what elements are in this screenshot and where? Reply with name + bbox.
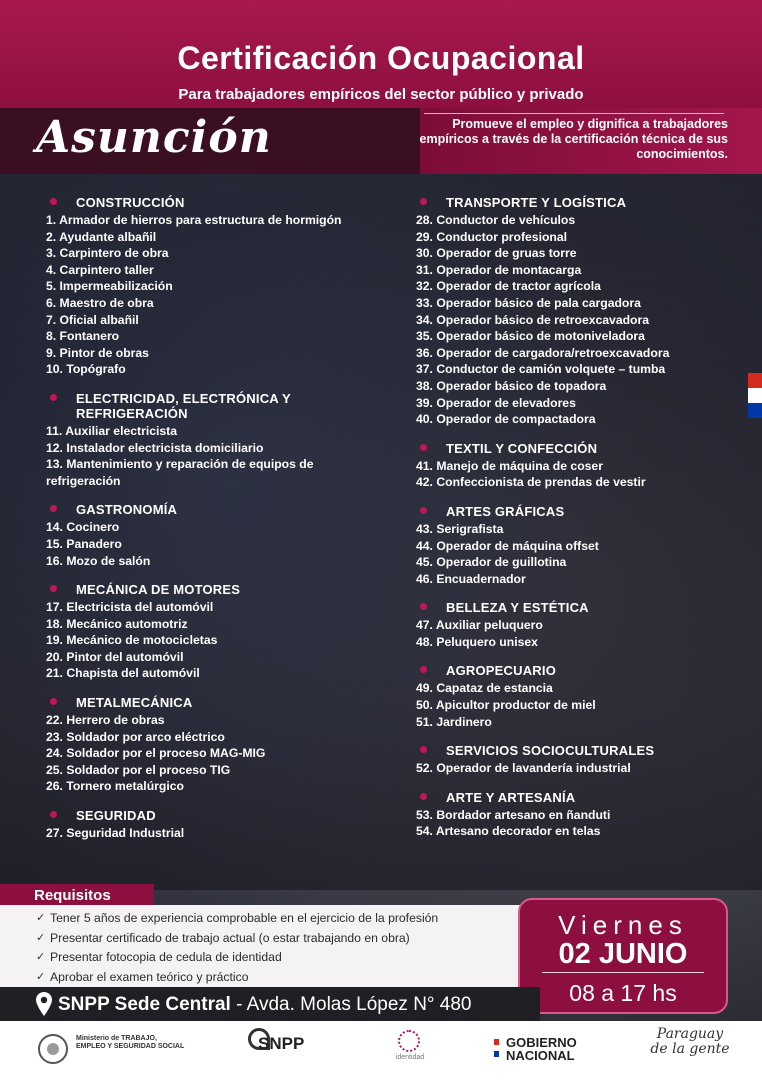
left-category-column [46, 195, 376, 855]
category-block [46, 195, 376, 378]
occupation-item: 49. Capataz de estancia [416, 681, 553, 696]
category-block [416, 663, 746, 730]
bullet-dot-icon [420, 603, 427, 610]
bullet-dot-icon [420, 198, 427, 205]
gobierno-text [506, 1036, 577, 1062]
requirement-item [36, 968, 516, 988]
occupation-item: 39. Operador de elevadores [416, 395, 576, 410]
location-pin-icon [36, 992, 52, 1016]
category-block [46, 582, 376, 682]
bullet-dot-icon [420, 793, 427, 800]
bullet-dot-icon [50, 585, 57, 592]
event-date: 02 JUNIO [558, 938, 688, 970]
snpp-logo [248, 1028, 318, 1068]
occupation-item: 23. Soldador por arco eléctrico [46, 729, 225, 744]
category-title [416, 663, 746, 678]
occupation-item: 13. Mantenimiento y reparación de equipos de refrigeración [46, 457, 314, 488]
occupation-item: 45. Operador de guillotina [416, 555, 567, 570]
flag-blue-stripe [748, 403, 762, 418]
occupation-item: 20. Pintor del automóvil [46, 649, 184, 664]
category-title-text: ARTE Y ARTESANÍA [446, 789, 576, 805]
ministerio-text: Ministerio de TRABAJO, EMPLEO Y SEGURIDAD SOCIAL [76, 1035, 185, 1050]
slogan-line-1: Paraguay [656, 1026, 724, 1042]
occupation-item: 46. Encuadernador [416, 571, 526, 586]
requirement-item [36, 909, 516, 929]
gob-flag-icon [494, 1039, 499, 1057]
category-title-text: TRANSPORTE Y LOGÍSTICA [446, 195, 627, 210]
category-block [46, 695, 376, 795]
requirement-text: Aprobar el examen teórico y práctico [50, 969, 249, 984]
occupation-item: 44. Operador de máquina offset [416, 538, 599, 553]
occupation-item: 7. Oficial albañil [46, 312, 139, 327]
category-title-text: CONSTRUCCIÓN [76, 195, 185, 210]
identidad-logo [390, 1030, 430, 1066]
occupation-item: 25. Soldador por el proceso TIG [46, 762, 231, 777]
category-title-text: MECÁNICA DE MOTORES [76, 582, 241, 598]
page-subtitle: Para trabajadores empíricos del sector público y privado [178, 86, 584, 103]
requirement-item [36, 948, 516, 968]
occupation-item: 3. Carpintero de obra [46, 246, 169, 261]
requirements-list [36, 909, 516, 987]
gobierno-line-1: GOBIERNO [506, 1035, 577, 1050]
flag-red-stripe [748, 373, 762, 388]
gobierno-line-2: NACIONAL [506, 1048, 575, 1063]
category-title-text: TEXTIL Y CONFECCIÓN [446, 440, 598, 456]
bullet-dot-icon [50, 505, 57, 512]
occupation-item: 24. Soldador por el proceso MAG-MIG [46, 746, 266, 761]
category-block [416, 441, 746, 491]
check-icon: ✓ [36, 951, 46, 963]
occupation-item: 50. Apicultor productor de miel [416, 698, 596, 713]
occupation-item: 35. Operador básico de motoniveladora [416, 329, 645, 344]
occupation-item: 8. Fontanero [46, 329, 120, 344]
occupation-item: 42. Confeccionista de prendas de vestir [416, 475, 646, 490]
occupation-item: 14. Cocinero [46, 520, 120, 535]
occupation-item: 54. Artesano decorador en telas [416, 824, 601, 839]
occupation-item: 11. Auxiliar electricista [46, 423, 177, 438]
occupation-item: 30. Operador de gruas torre [416, 246, 577, 261]
occupation-item: 18. Mecánico automotriz [46, 616, 188, 631]
occupation-item: 37. Conductor de camión volquete – tumba [416, 362, 666, 377]
occupation-item: 21. Chapista del automóvil [46, 666, 200, 681]
promo-text: Promueve el empleo y dignifica a trabajadores empíricos a través de la certificación técnica de sus conocimientos. [419, 117, 728, 161]
flag-icon [748, 373, 762, 418]
bullet-dot-icon [50, 198, 57, 205]
category-block [46, 808, 376, 842]
category-title [46, 391, 376, 421]
event-date-box [518, 898, 728, 1014]
bullet-dot-icon [420, 746, 427, 753]
occupation-item: 51. Jardinero [416, 714, 492, 729]
category-block [416, 600, 746, 650]
occupation-item: 5. Impermeabilización [46, 279, 173, 294]
occupation-item: 53. Bordador artesano en ñanduti [416, 807, 611, 822]
category-title-text: ARTES GRÁFICAS [446, 503, 565, 519]
occupation-item: 29. Conductor profesional [416, 229, 568, 244]
promo-divider [424, 113, 724, 114]
check-icon: ✓ [36, 931, 46, 944]
occupation-item: 6. Maestro de obra [46, 295, 154, 310]
location-place: SNPP Sede Central [58, 994, 231, 1015]
category-block [416, 790, 746, 840]
ministerio-seal-icon [38, 1034, 68, 1064]
ministerio-logo [38, 1032, 185, 1068]
bullet-dot-icon [420, 666, 427, 673]
occupation-item: 15. Panadero [46, 536, 122, 551]
category-title-text: ELECTRICIDAD, ELECTRÓNICA Y REFRIGERACIÓN [76, 390, 291, 421]
identidad-ring-icon [398, 1030, 420, 1052]
snpp-text: SNPP [258, 1034, 305, 1053]
requirement-text: Presentar certificado de trabajo actual (o estar trabajando en obra) [50, 930, 410, 945]
occupation-item: 4. Carpintero taller [46, 262, 154, 277]
occupation-item: 1. Armador de hierros para estructura de hormigón [46, 213, 342, 227]
occupation-item: 52. Operador de lavandería industrial [416, 761, 631, 776]
occupation-item: 27. Seguridad Industrial [46, 826, 185, 841]
occupation-item: 26. Tornero metalúrgico [46, 779, 184, 794]
requirement-item [36, 929, 516, 949]
occupation-item: 17. Electricista del automóvil [46, 600, 214, 615]
occupation-item: 33. Operador básico de pala cargadora [416, 295, 641, 310]
category-title [46, 195, 376, 210]
gobierno-nacional-logo [494, 1036, 594, 1066]
occupation-item: 40. Operador de compactadora [416, 412, 596, 427]
category-block [416, 195, 746, 428]
occupation-item: 2. Ayudante albañil [46, 229, 157, 244]
occupation-item: 38. Operador básico de topadora [416, 378, 607, 393]
bullet-dot-icon [50, 698, 57, 705]
occupation-item: 19. Mecánico de motocicletas [46, 633, 218, 648]
category-block [46, 502, 376, 569]
occupation-item: 28. Conductor de vehículos [416, 213, 576, 227]
occupation-item: 31. Operador de montacarga [416, 262, 582, 277]
event-hours: 08 a 17 hs [569, 980, 677, 1006]
occupation-item: 43. Serigrafista [416, 521, 504, 536]
category-block [416, 504, 746, 587]
occupation-item: 34. Operador básico de retroexcavadora [416, 312, 650, 327]
right-category-column [416, 195, 746, 853]
category-block [416, 743, 746, 777]
occupation-item: 36. Operador de cargadora/retroexcavadora [416, 345, 670, 360]
paraguay-de-la-gente-logo [645, 1027, 735, 1057]
category-title-text: SEGURIDAD [76, 808, 156, 824]
slogan-line-2: de la gente [650, 1041, 730, 1057]
category-title [46, 502, 376, 517]
event-day: Viernes [558, 910, 688, 940]
bullet-dot-icon [50, 394, 57, 401]
check-icon: ✓ [36, 970, 46, 983]
category-title [46, 582, 376, 597]
category-title [416, 441, 746, 456]
occupation-item: 47. Auxiliar peluquero [416, 618, 543, 633]
occupation-item: 32. Operador de tractor agrícola [416, 279, 601, 294]
requirements-title: Requisitos [0, 884, 154, 908]
location-text [58, 994, 472, 1016]
category-title-text: METALMECÁNICA [76, 695, 193, 711]
bullet-dot-icon [50, 811, 57, 818]
occupation-item: 48. Peluquero unisex [416, 634, 538, 649]
requirement-text: Presentar fotocopia de cedula de identidad [50, 950, 282, 964]
category-title-text: BELLEZA Y ESTÉTICA [446, 600, 589, 616]
category-title-text: GASTRONOMÍA [76, 502, 178, 518]
flag-white-stripe [748, 388, 762, 403]
category-title [416, 504, 746, 519]
category-title [416, 195, 746, 210]
category-title [416, 743, 746, 758]
category-title [416, 600, 746, 615]
occupation-item: 22. Herrero de obras [46, 713, 165, 728]
occupation-item: 12. Instalador electricista domiciliario [46, 440, 264, 455]
category-title [46, 808, 376, 823]
occupation-item: 9. Pintor de obras [46, 345, 149, 360]
category-title-text: AGROPECUARIO [446, 663, 557, 679]
identidad-text: identidad [395, 1054, 425, 1061]
requirement-text: Tener 5 años de experiencia comprobable en el ejercicio de la profesión [50, 911, 439, 925]
location-address: - Avda. Molas López N° 480 [230, 994, 472, 1015]
category-title [46, 695, 376, 710]
category-title-text: SERVICIOS SOCIOCULTURALES [446, 743, 655, 759]
city-name: Asunción [36, 112, 272, 163]
bullet-dot-icon [420, 507, 427, 514]
category-title [416, 790, 746, 805]
date-divider [542, 972, 704, 973]
check-icon: ✓ [36, 912, 46, 924]
occupation-item: 10. Topógrafo [46, 362, 126, 377]
bullet-dot-icon [420, 444, 427, 451]
occupation-item: 16. Mozo de salón [46, 553, 151, 568]
category-block [46, 391, 376, 489]
occupation-item: 41. Manejo de máquina de coser [416, 458, 603, 473]
page-title: Certificación Ocupacional [177, 40, 585, 76]
